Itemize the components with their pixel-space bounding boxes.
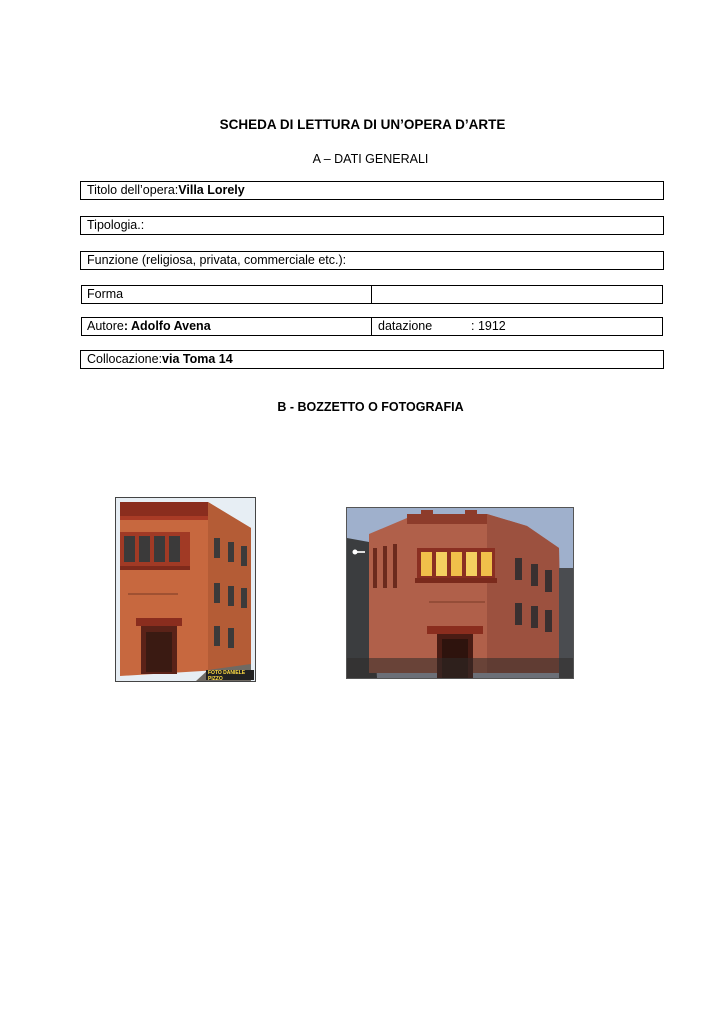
forma-label: Forma	[82, 286, 372, 303]
funzione-label: Funzione (religiosa, privata, commerciale etc.):	[87, 253, 347, 267]
forma-value-cell	[373, 286, 662, 303]
titolo-row	[80, 181, 664, 200]
collocazione-label: Collocazione:	[87, 352, 163, 366]
tipologia-row	[80, 216, 664, 235]
titolo-label: Titolo dell’opera:	[87, 183, 179, 197]
document-title: SCHEDA DI LETTURA DI UN’OPERA D’ARTE	[219, 117, 506, 132]
autore-cell	[82, 318, 372, 335]
section-b-heading: B - BOZZETTO O FOTOGRAFIA	[277, 400, 464, 414]
photo-villa-front	[346, 507, 574, 679]
villa-photo-1-image	[116, 498, 255, 681]
autore-value: : Adolfo Avena	[123, 319, 211, 333]
villa-photo-2-image	[347, 508, 573, 678]
photo-caption: FOTO DANIELE PIZZO	[208, 670, 246, 682]
datazione-value: : 1912	[471, 319, 506, 333]
collocazione-value: via Toma 14	[162, 352, 233, 366]
datazione-cell	[373, 318, 662, 335]
photo-villa-side	[115, 497, 256, 682]
titolo-value: Villa Lorely	[178, 183, 245, 197]
autore-row	[81, 317, 663, 336]
tipologia-label: Tipologia.:	[87, 218, 145, 232]
autore-label: Autore	[87, 319, 124, 333]
datazione-label: datazione	[378, 319, 433, 333]
funzione-row	[80, 251, 664, 270]
forma-row	[81, 285, 663, 304]
collocazione-row	[80, 350, 664, 369]
section-a-heading: A – DATI GENERALI	[312, 152, 429, 166]
